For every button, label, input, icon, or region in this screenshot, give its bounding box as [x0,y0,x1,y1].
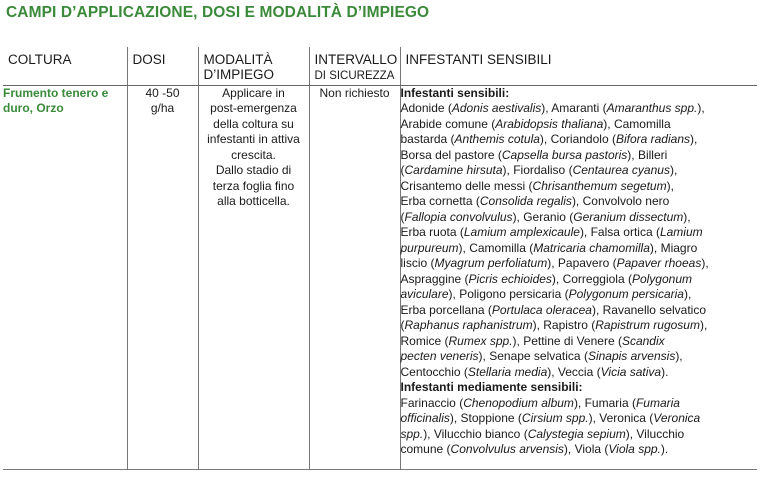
mode-text-line: alla botticella. [217,194,290,208]
moderate-weeds-line: officinalis), Stoppione (Cirsium spp.), Veronica (Veronica [400,411,701,425]
application-table [3,47,757,470]
header-interval-line2: DI SICUREZZA [314,70,395,82]
sensitive-weeds-line: Erba cornetta (Consolida regalis), Convolvolo nero [400,194,670,208]
moderate-weeds-line: comune (Convolvulus arvensis), Viola (Viola spp.). [400,442,669,456]
sensitive-weeds-line: Aspraggine (Picris echioides), Correggiola (Polygonum [400,271,692,286]
weeds-cell [400,85,757,469]
header-interval-line1: INTERVALLO [314,52,398,67]
mode-text-line: post-emergenza [210,101,297,115]
crop-cell: Frumento tenero e duro, Orzo [3,85,127,469]
header-mode-line1: MODALITÀ [203,52,273,67]
sensitive-weeds-line: Erba porcellana (Portulaca oleracea), Ravanello selvatico [400,302,707,317]
sensitive-weeds-line: liscio (Myagrum perfoliatum), Papavero (Papaver rhoeas), [400,256,709,270]
header-mode-line2: D’IMPIEGO [203,67,275,82]
header-interval [309,47,400,85]
sensitive-heading: Infestanti sensibili: [400,85,510,100]
sensitive-weeds-line: (Cardamine hirsuta), Fiordaliso (Centaurea cyanus), [400,163,678,177]
mode-text-line: Applicare in [222,85,285,100]
moderate-weeds-line: spp.), Vilucchio bianco (Calystegia sepium), Vilucchio [400,426,685,441]
dose-unit: g/ha [150,101,175,115]
mode-cell [198,85,309,469]
table-header-row [3,47,757,85]
header-mode [198,47,309,85]
interval-cell: Non richiesto [309,85,400,469]
sensitive-weeds-line: Adonide (Adonis aestivalis), Amaranti (Amaranthus spp.), [400,101,705,115]
sensitive-weeds-line: bastarda (Anthemis cotula), Coriandolo (Bifora radians), [400,132,698,146]
mode-text-line: crescita. [231,147,276,162]
sensitive-weeds-line: purpureum), Camomilla (Matricaria chamomilla), Miagro [400,240,698,255]
sensitive-weeds-line: Crisantemo delle messi (Chrisanthemum segetum), [400,178,674,193]
sensitive-weeds-line: aviculare), Poligono persicaria (Polygonum persicaria), [400,287,692,301]
sensitive-weeds-line: Erba ruota (Lamium amplexicaule), Falsa ortica (Lamium [400,225,703,239]
moderate-weeds-line: Farinaccio (Chenopodium album), Fumaria (Fumaria [400,395,680,410]
mode-text [199,86,309,210]
sensitive-weeds-line: pecten veneris), Senape selvatica (Sinapis arvensis), [400,349,683,363]
mode-text-line: Dallo stadio di [215,163,292,177]
sensitive-weeds-list [401,101,758,380]
sensitive-weeds-line: Centocchio (Stellaria media), Veccia (Vicia sativa). [400,364,669,379]
dose-cell [127,85,198,469]
sensitive-weeds-line: Arabide comune (Arabidopsis thaliana), Camomilla [400,116,671,131]
sensitive-weeds-line: (Raphanus raphanistrum), Rapistro (Rapistrum rugosum), [400,318,708,332]
sensitive-weeds-line: Borsa del pastore (Capsella bursa pastoris), Billeri [400,147,668,162]
table-row [3,85,757,469]
header-crop: COLTURA [3,47,127,85]
mode-text-line: terza foglia fino [212,178,295,193]
moderate-heading: Infestanti mediamente sensibili: [400,380,583,394]
mode-text-line: della coltura su [213,116,294,131]
dose-value: 40 -50 [145,85,180,100]
header-weeds: INFESTANTI SENSIBILI [400,47,757,85]
sensitive-weeds-line: Romice (Rumex spp.), Pettine di Venere (Scandix [400,333,665,348]
page-title: CAMPI D’APPLICAZIONE, DOSI E MODALITÀ D’IMPIEGO [6,4,430,21]
moderate-weeds-list [401,396,758,458]
header-dose: DOSI [127,47,198,85]
sensitive-weeds-line: (Fallopia convolvulus), Geranio (Geranium dissectum), [400,209,691,224]
mode-text-line: infestanti in attiva [207,132,300,146]
